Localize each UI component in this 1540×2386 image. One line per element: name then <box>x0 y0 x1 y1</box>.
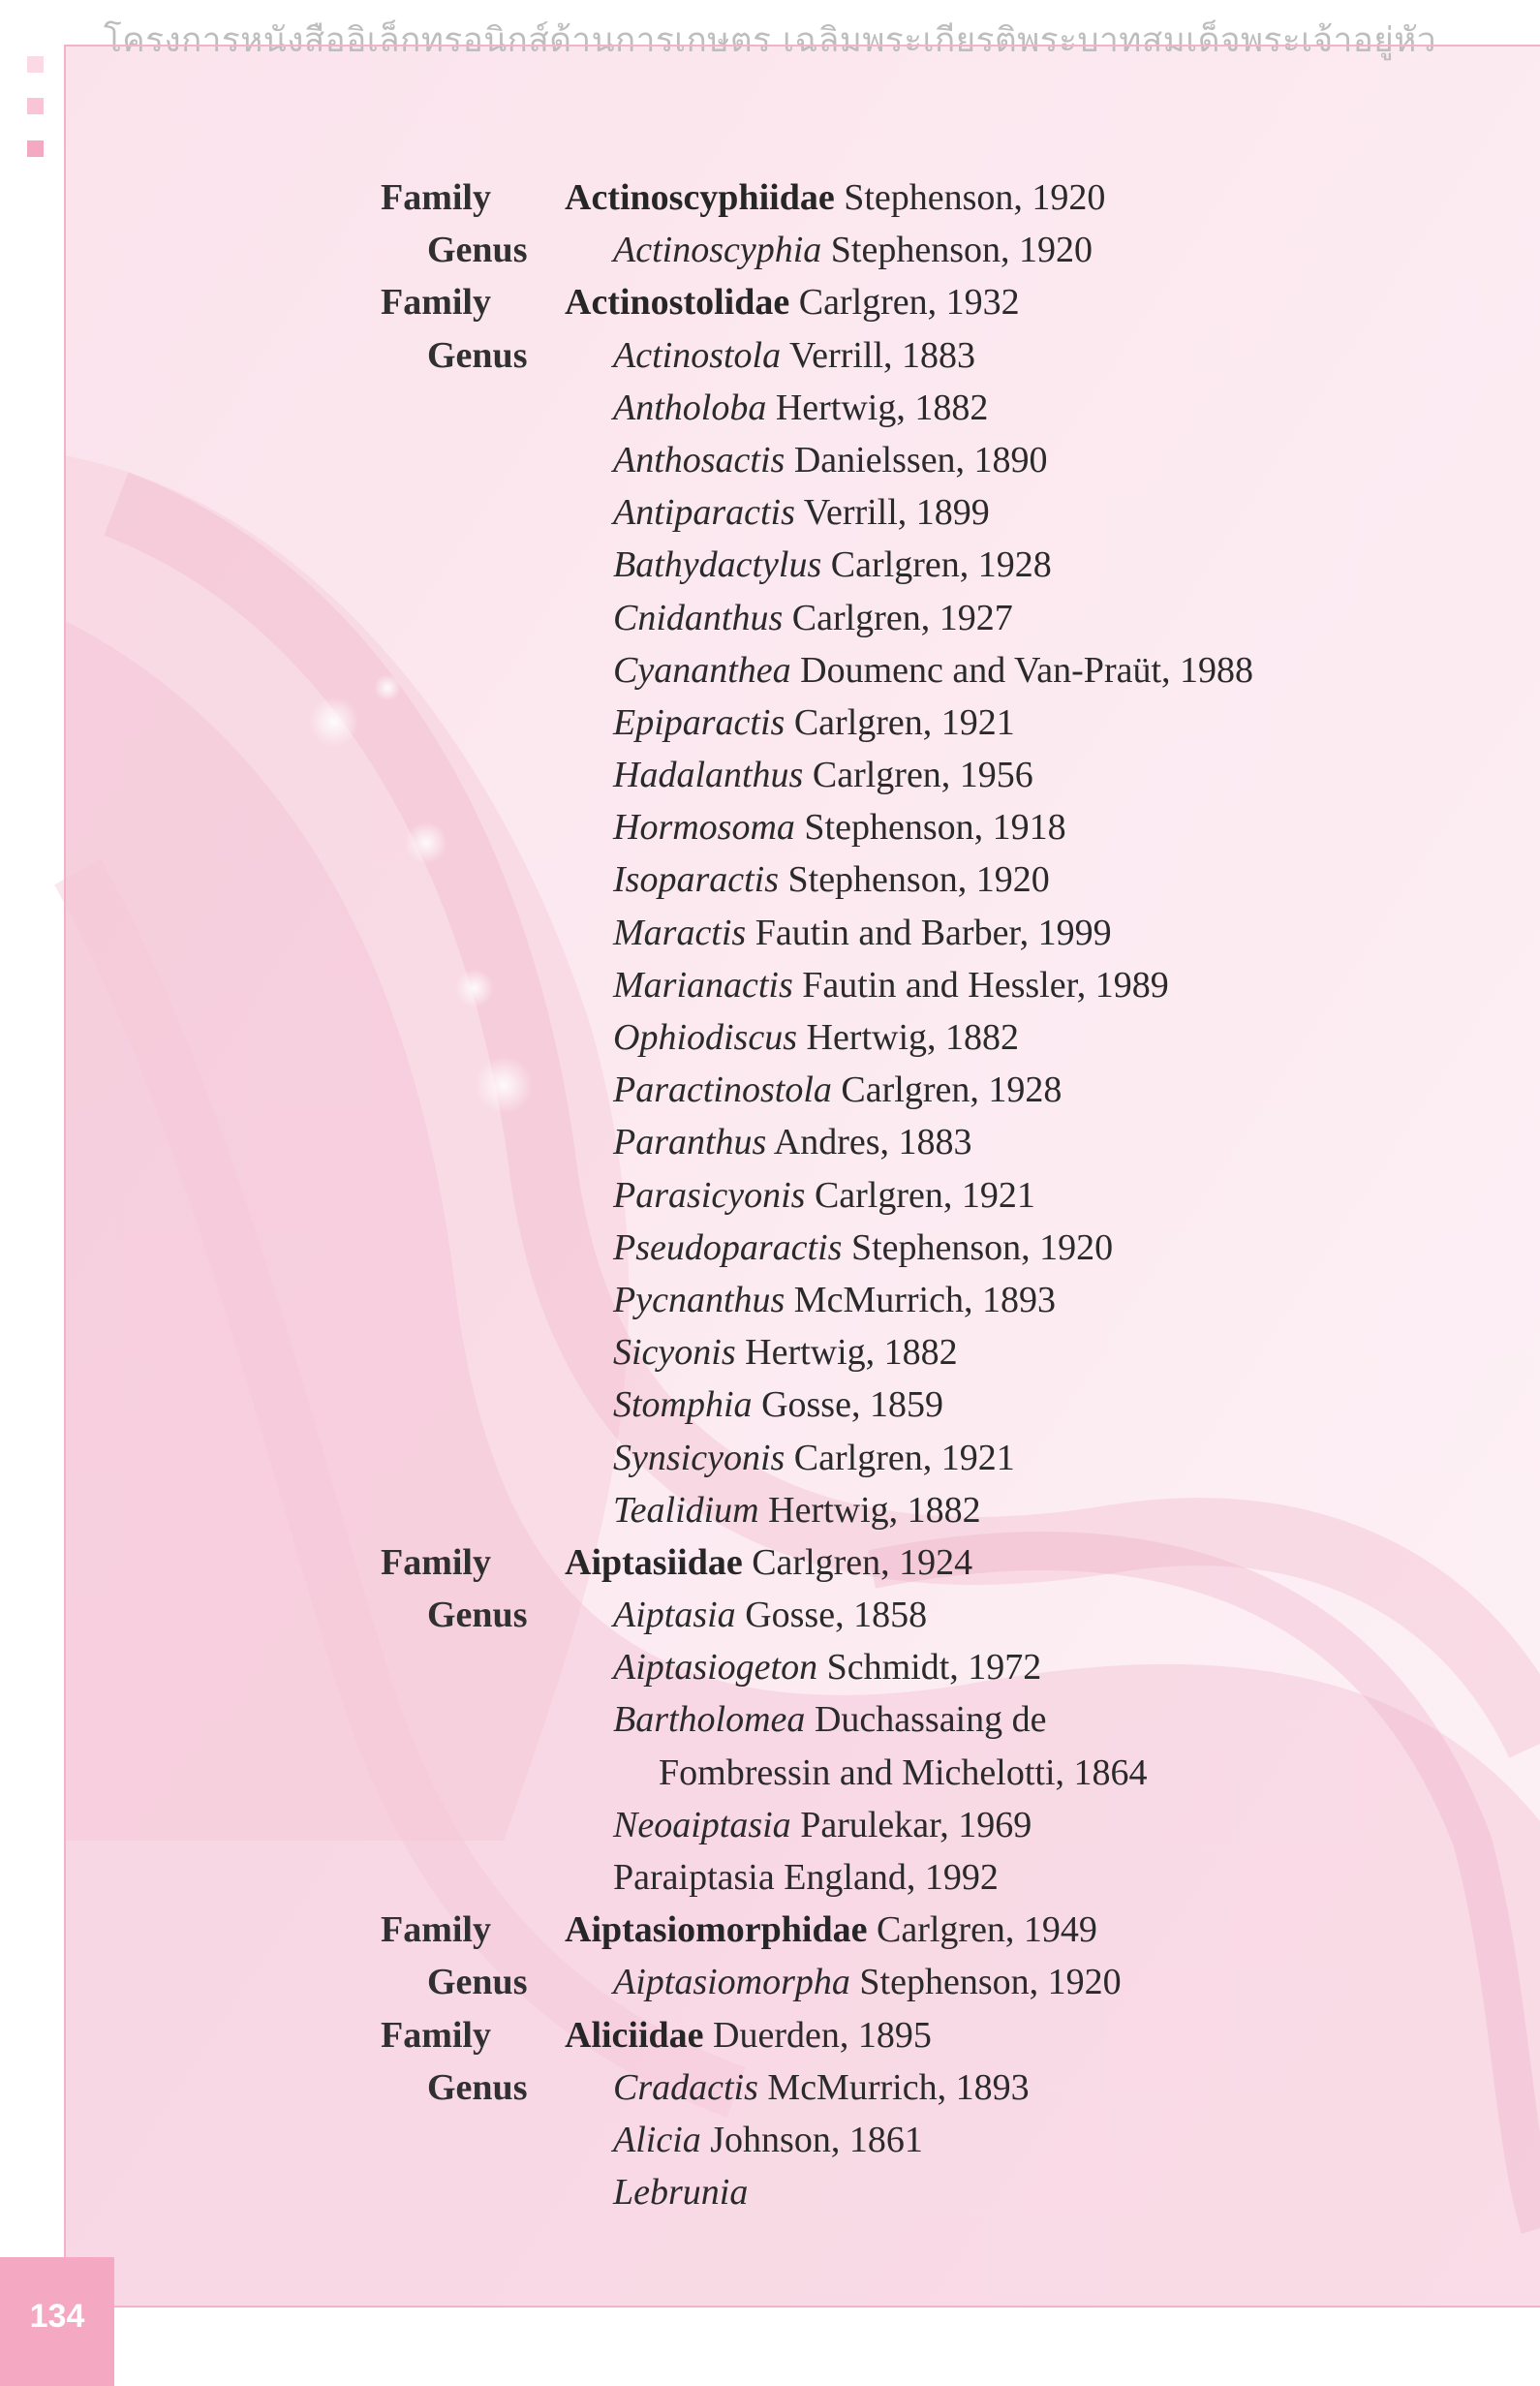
genus-entry <box>0 1016 1540 1069</box>
genus-entry <box>0 858 1540 911</box>
author-citation: Gosse, 1859 <box>761 1384 943 1426</box>
author-citation: Schmidt, 1972 <box>826 1647 1042 1689</box>
author-citation: England, 1992 <box>784 1857 999 1898</box>
taxon-name <box>613 597 1013 639</box>
genus-entry <box>0 1383 1540 1436</box>
taxon-name <box>613 649 1253 692</box>
taxon-name <box>613 1489 981 1532</box>
author-citation: Stephenson, 1918 <box>804 807 1066 849</box>
taxon-name <box>613 2171 748 2214</box>
taxon-name <box>613 1069 1062 1111</box>
genus-entry <box>0 1698 1540 1751</box>
genus-entry <box>0 2066 1540 2119</box>
author-citation: Hertwig, 1882 <box>745 1332 958 1374</box>
family-label: Family <box>381 177 491 218</box>
author-citation: McMurrich, 1893 <box>767 2066 1030 2108</box>
taxon-label: Actinoscyphiidae <box>565 177 835 218</box>
taxon-name <box>613 1856 999 1899</box>
author-citation: Carlgren, 1928 <box>841 1069 1063 1111</box>
taxon-label: Alicia <box>613 2119 701 2160</box>
taxon-name <box>565 176 1105 219</box>
taxon-name <box>613 964 1169 1007</box>
taxon-label: Bartholomea <box>613 1699 806 1741</box>
genus-entry <box>0 912 1540 964</box>
taxon-label: Aliciidae <box>565 2014 704 2056</box>
taxon-label: Aiptasiomorpha <box>613 1962 850 2003</box>
author-citation: Andres, 1883 <box>773 1122 972 1163</box>
author-citation: Carlgren, 1949 <box>876 1909 1097 1951</box>
taxon-label: Parasicyonis <box>613 1174 806 1216</box>
taxon-label: Tealidium <box>613 1489 759 1531</box>
author-citation: Verrill, 1899 <box>803 492 990 534</box>
taxon-label: Aiptasia <box>613 1595 736 1636</box>
corner-square-1 <box>27 56 44 73</box>
family-label: Family <box>381 282 491 324</box>
genus-entry <box>0 1331 1540 1383</box>
taxon-name <box>613 1383 943 1426</box>
taxon-name <box>565 1541 972 1584</box>
taxon-label: Synsicyonis <box>613 1437 785 1478</box>
taxon-name <box>565 2014 932 2057</box>
taxon-name <box>613 701 1015 744</box>
taxon-label: Ophiodiscus <box>613 1017 797 1058</box>
genus-entry <box>0 229 1540 281</box>
taxon-name <box>613 1961 1122 2003</box>
genus-entry <box>0 1594 1540 1646</box>
genus-label: Genus <box>427 1595 528 1636</box>
genus-label: Genus <box>427 230 528 271</box>
author-citation: Doumenc and Van-Praüt, 1988 <box>800 649 1254 691</box>
taxon-label: Paranthus <box>613 1122 767 1163</box>
author-citation: Duchassaing de <box>814 1699 1047 1741</box>
taxon-label: Epiparactis <box>613 701 785 743</box>
corner-square-2 <box>27 98 44 114</box>
taxon-label: Aiptasiidae <box>565 1541 743 1583</box>
genus-label: Genus <box>427 1962 528 2003</box>
genus-entry <box>0 1804 1540 1856</box>
taxon-label: Lebrunia <box>613 2172 749 2214</box>
genus-entry <box>0 2119 1540 2171</box>
genus-entry <box>0 1121 1540 1173</box>
author-citation: Stephenson, 1920 <box>830 230 1093 271</box>
taxon-label: Actinostola <box>613 334 782 376</box>
author-citation: Stephenson, 1920 <box>859 1962 1122 2003</box>
genus-entry <box>0 806 1540 858</box>
taxon-label: Cradactis <box>613 2066 758 2108</box>
taxon-name <box>613 912 1112 954</box>
taxon-label: Pycnanthus <box>613 1279 785 1320</box>
taxon-label: Pseudoparactis <box>613 1226 843 1268</box>
author-citation: Danielssen, 1890 <box>793 439 1048 480</box>
taxon-label: Paractinostola <box>613 1069 832 1111</box>
family-entry <box>0 1908 1540 1961</box>
taxon-name <box>613 1646 1041 1689</box>
author-citation: Verrill, 1883 <box>788 334 976 376</box>
taxon-name <box>613 1804 1032 1846</box>
taxon-name <box>613 439 1048 481</box>
taxon-label: Bathydactylus <box>613 544 822 586</box>
taxon-name <box>613 1121 972 1163</box>
taxon-label: Hadalanthus <box>613 755 804 796</box>
genus-entry <box>0 439 1540 491</box>
genus-entry <box>0 491 1540 543</box>
taxon-name <box>613 2119 923 2161</box>
author-citation: Carlgren, 1921 <box>793 701 1015 743</box>
taxon-label: Sicyonis <box>613 1332 736 1374</box>
running-header: โครงการหนังสืออิเล็กทรอนิกส์ด้านการเกษตร เฉลิมพระเกียรติพระบาทสมเด็จพระเจ้าอยู่หัว <box>103 21 1436 60</box>
corner-square-3 <box>27 140 44 157</box>
genus-entry <box>0 597 1540 649</box>
genus-entry <box>0 1437 1540 1489</box>
genus-entry <box>0 701 1540 754</box>
taxon-name <box>613 1279 1056 1321</box>
taxon-name <box>613 387 988 429</box>
taxon-name <box>613 754 1033 796</box>
page-number: 134 <box>29 2298 85 2335</box>
taxon-label: Maractis <box>613 912 747 953</box>
genus-entry <box>0 543 1540 596</box>
genus-entry <box>0 1489 1540 1541</box>
taxon-name <box>613 1437 1015 1479</box>
family-label: Family <box>381 1541 491 1583</box>
genus-entry <box>0 1646 1540 1698</box>
author-citation: Carlgren, 1927 <box>791 597 1013 638</box>
author-citation: Stephenson, 1920 <box>850 1226 1114 1268</box>
author-citation: Hertwig, 1882 <box>768 1489 981 1531</box>
genus-entry <box>0 1961 1540 2013</box>
taxon-name <box>613 858 1050 901</box>
author-citation: Stephenson, 1920 <box>844 177 1106 218</box>
author-citation: Carlgren, 1924 <box>752 1541 973 1583</box>
taxon-name <box>613 491 990 534</box>
taxon-label: Stomphia <box>613 1384 753 1426</box>
family-entry <box>0 1541 1540 1594</box>
genus-entry <box>0 1279 1540 1331</box>
family-entry <box>0 176 1540 229</box>
taxon-label: Actinoscyphia <box>613 230 822 271</box>
taxon-label: Antiparactis <box>613 492 795 534</box>
genus-entry <box>0 649 1540 701</box>
taxon-label: Isoparactis <box>613 859 779 901</box>
genus-entry <box>0 754 1540 806</box>
author-citation: Carlgren, 1921 <box>793 1437 1015 1478</box>
family-entry <box>0 2014 1540 2066</box>
author-citation: Stephenson, 1920 <box>787 859 1050 901</box>
genus-entry <box>0 1069 1540 1121</box>
taxon-label: Aiptasiogeton <box>613 1647 818 1689</box>
author-citation: Carlgren, 1921 <box>814 1174 1035 1216</box>
taxon-label: Cyananthea <box>613 649 791 691</box>
author-citation: Carlgren, 1932 <box>798 282 1020 324</box>
genus-entry <box>0 1226 1540 1279</box>
taxon-label: Aiptasiomorphidae <box>565 1909 868 1951</box>
genus-label: Genus <box>427 334 528 376</box>
taxon-name <box>613 229 1093 271</box>
taxon-label: Hormosoma <box>613 807 795 849</box>
genus-entry <box>0 2171 1540 2223</box>
taxon-label: Neoaiptasia <box>613 1804 791 1845</box>
author-citation: Parulekar, 1969 <box>800 1804 1032 1845</box>
taxon-name <box>613 806 1066 849</box>
taxon-label: Paraiptasia <box>613 1857 775 1898</box>
family-entry <box>0 281 1540 333</box>
author-citation: McMurrich, 1893 <box>793 1279 1056 1320</box>
taxon-label: Anthosactis <box>613 439 785 480</box>
author-citation: Fautin and Hessler, 1989 <box>802 964 1169 1006</box>
family-label: Family <box>381 1909 491 1951</box>
taxon-name <box>613 1016 1019 1059</box>
author-citation: Fombressin and Michelotti, 1864 <box>659 1751 1148 1793</box>
taxon-label: Cnidanthus <box>613 597 784 638</box>
author-citation: Carlgren, 1956 <box>812 755 1033 796</box>
genus-label: Genus <box>427 2066 528 2108</box>
taxonomy-list <box>0 176 1540 2223</box>
author-citation: Gosse, 1858 <box>745 1595 928 1636</box>
genus-entry <box>0 334 1540 387</box>
genus-entry <box>0 1751 1540 1804</box>
taxon-name <box>613 1174 1035 1217</box>
bottom-rule <box>64 2306 1540 2308</box>
author-citation: Hertwig, 1882 <box>775 387 989 428</box>
taxon-name <box>565 1908 1097 1951</box>
taxon-name <box>613 1226 1113 1269</box>
taxon-label: Marianactis <box>613 964 793 1006</box>
genus-entry <box>0 964 1540 1016</box>
taxon-name <box>659 1751 1148 1794</box>
author-citation: Duerden, 1895 <box>713 2014 932 2056</box>
taxon-label: Antholoba <box>613 387 767 428</box>
taxon-name <box>613 2066 1030 2109</box>
taxon-name <box>613 543 1052 586</box>
genus-entry <box>0 387 1540 439</box>
taxon-name <box>613 1698 1046 1741</box>
taxon-name <box>565 281 1020 324</box>
taxon-name <box>613 334 975 377</box>
author-citation: Johnson, 1861 <box>710 2119 923 2160</box>
genus-entry <box>0 1856 1540 1908</box>
taxon-label: Actinostolidae <box>565 282 790 324</box>
taxon-name <box>613 1594 927 1636</box>
author-citation: Carlgren, 1928 <box>830 544 1052 586</box>
author-citation: Fautin and Barber, 1999 <box>755 912 1112 953</box>
taxon-name <box>613 1331 958 1374</box>
family-label: Family <box>381 2014 491 2056</box>
genus-entry <box>0 1174 1540 1226</box>
author-citation: Hertwig, 1882 <box>806 1017 1020 1058</box>
